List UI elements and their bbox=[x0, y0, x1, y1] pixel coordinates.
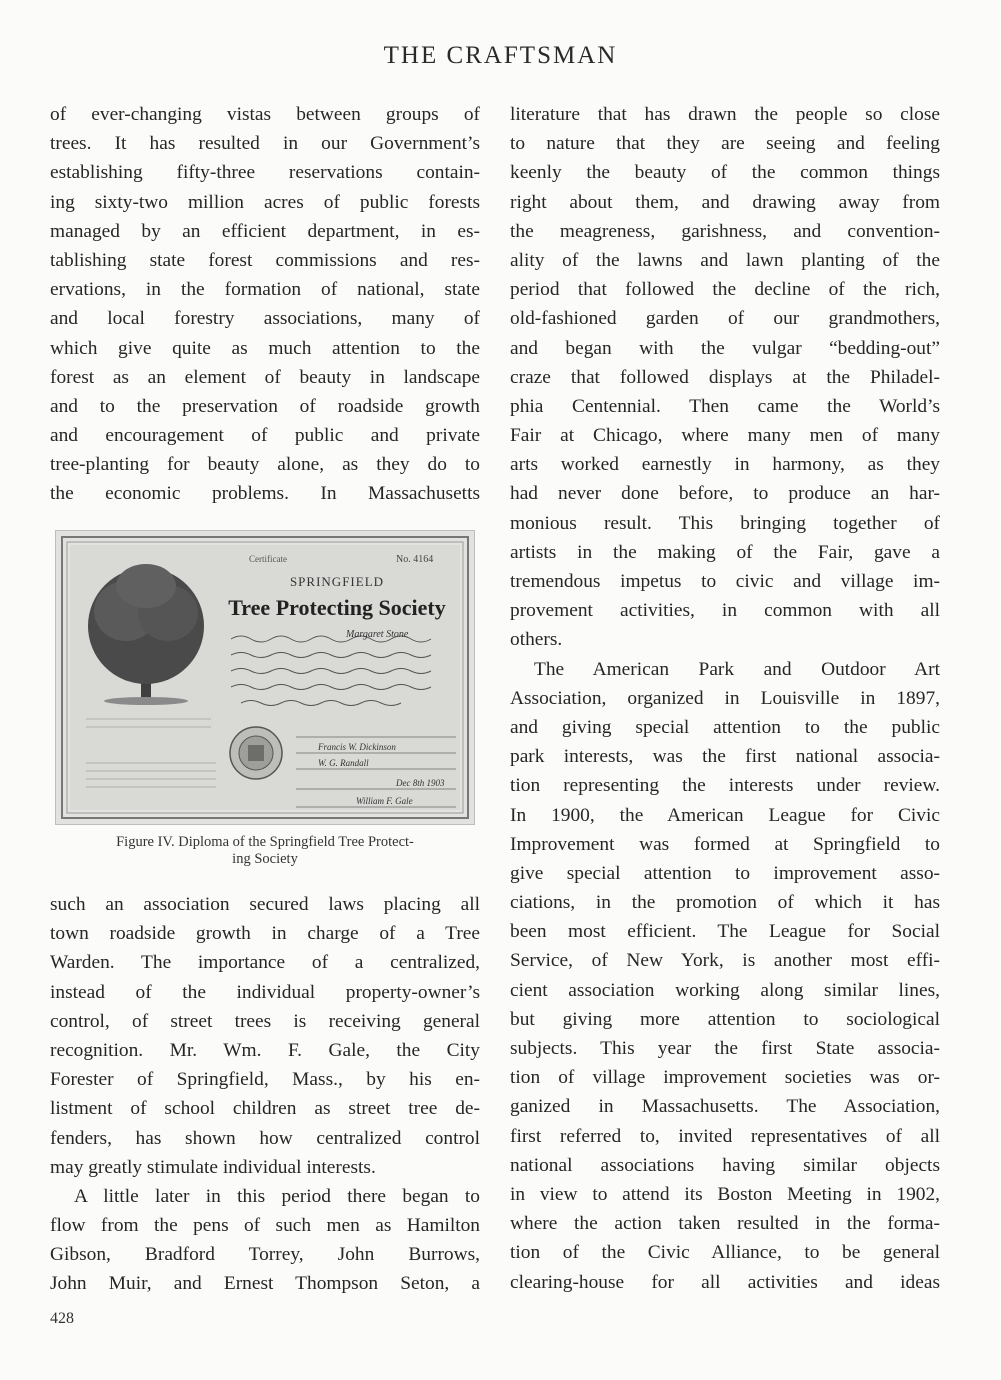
text-line: A little later in this period there began to bbox=[74, 1185, 480, 1207]
springfield-heading: SPRINGFIELD bbox=[289, 574, 385, 589]
right-column bbox=[510, 100, 940, 1297]
text-line: Fair at Chicago, where many men of many bbox=[510, 425, 940, 447]
text-line: national associations having similar objects bbox=[510, 1154, 940, 1176]
text-line: had never done before, to produce an har- bbox=[510, 483, 940, 505]
text-line: and began with the vulgar “bedding-out” bbox=[510, 337, 940, 359]
signature-name: Margaret Stone bbox=[346, 629, 409, 640]
figure-caption-line: Figure IV. Diploma of the Springfield Tree Protect- bbox=[116, 834, 414, 850]
text-line: but giving more attention to sociological bbox=[510, 1008, 940, 1030]
left-column-top bbox=[50, 100, 480, 509]
text-line: instead of the individual property-owner’s bbox=[50, 981, 480, 1003]
text-line: trees. It has resulted in our Government’s bbox=[50, 133, 480, 155]
text-line: Gibson, Bradford Torrey, John Burrows, bbox=[50, 1244, 480, 1266]
text-line: the meagreness, garishness, and convention- bbox=[510, 220, 940, 242]
text-line: others. bbox=[510, 629, 563, 651]
text-line: such an association secured laws placing all bbox=[50, 894, 480, 915]
text-line: old-fashioned garden of our grandmothers, bbox=[510, 308, 940, 330]
text-line: tremendous impetus to civic and village im- bbox=[510, 571, 940, 592]
diploma-illustration bbox=[56, 531, 474, 824]
text-line: where the action taken resulted in the forma- bbox=[510, 1213, 940, 1235]
text-line: town roadside growth in charge of a Tree bbox=[50, 923, 480, 945]
text-line: ing sixty-two million acres of public forests bbox=[50, 191, 480, 213]
text-line: flow from the pens of such men as Hamilton bbox=[50, 1215, 480, 1237]
text-line: subjects. This year the first State associa- bbox=[510, 1038, 940, 1059]
figure-caption-line: ing Society bbox=[232, 851, 298, 867]
signature-name: Francis W. Dickinson bbox=[318, 742, 396, 752]
certificate-date: Dec 8th 1903 bbox=[396, 778, 445, 788]
text-line: artists in the making of the Fair, gave a bbox=[510, 541, 940, 563]
text-line: ervations, in the formation of national, state bbox=[50, 279, 480, 301]
text-line: ciations, in the promotion of which it has bbox=[510, 892, 940, 914]
text-line: tion of village improvement societies was or- bbox=[510, 1067, 940, 1089]
text-line: tree-planting for beauty alone, as they do to bbox=[50, 454, 480, 476]
text-line: craze that followed displays at the Philadel- bbox=[510, 366, 940, 388]
text-line: Association, organized in Louisville in 1897, bbox=[510, 687, 940, 709]
text-line: managed by an efficient department, in es- bbox=[50, 220, 480, 242]
text-line: monious result. This bringing together of bbox=[510, 512, 940, 534]
text-line: may greatly stimulate individual interests. bbox=[50, 1156, 376, 1178]
text-line: listment of school children as street tree de- bbox=[50, 1098, 480, 1120]
text-line: Service, of New York, is another most effi- bbox=[510, 950, 940, 972]
text-line: control, of street trees is receiving general bbox=[50, 1010, 480, 1032]
text-line: park interests, was the first national associa- bbox=[510, 746, 940, 768]
text-line: first referred to, invited representatives of all bbox=[510, 1125, 940, 1147]
text-line: and giving special attention to the public bbox=[510, 716, 940, 738]
running-head-title: THE CRAFTSMAN bbox=[383, 42, 618, 69]
text-line: literature that has drawn the people so close bbox=[510, 104, 940, 125]
text-line: establishing fifty-three reservations contain- bbox=[50, 162, 480, 184]
society-seal bbox=[230, 727, 282, 779]
text-line: which give quite as much attention to the bbox=[50, 337, 480, 359]
text-line: in view to attend its Boston Meeting in 1902, bbox=[510, 1183, 940, 1205]
text-line: to nature that they are seeing and feeling bbox=[510, 133, 940, 155]
text-line: the economic problems. In Massachusetts bbox=[50, 483, 480, 505]
diploma-figure bbox=[55, 530, 475, 825]
text-line: and encouragement of public and private bbox=[50, 425, 480, 447]
text-line: arts worked earnestly in harmony, as they bbox=[510, 454, 940, 476]
signature-name: William F. Gale bbox=[356, 796, 413, 806]
text-line: of ever-changing vistas between groups of bbox=[50, 104, 480, 125]
text-line: tion of the Civic Alliance, to be general bbox=[510, 1242, 940, 1264]
signature-name: W. G. Randall bbox=[318, 758, 369, 768]
figure-caption bbox=[50, 834, 480, 868]
text-line: Forester of Springfield, Mass., by his en- bbox=[50, 1069, 480, 1091]
left-column-bottom bbox=[50, 890, 480, 1299]
text-line: right about them, and drawing away from bbox=[510, 191, 940, 213]
text-line: ganized in Massachusetts. The Association, bbox=[510, 1096, 940, 1118]
text-line: provement activities, in common with all bbox=[510, 600, 940, 622]
text-line: give special attention to improvement asso- bbox=[510, 862, 940, 884]
society-heading: Tree Protecting Society bbox=[228, 595, 446, 620]
text-line: fenders, has shown how centralized control bbox=[50, 1127, 480, 1149]
text-line: and local forestry associations, many of bbox=[50, 308, 480, 330]
text-line: been most efficient. The League for Social bbox=[510, 921, 940, 943]
page-number: 428 bbox=[50, 1310, 74, 1327]
text-line: tion representing the interests under review. bbox=[510, 775, 940, 797]
text-line: phia Centennial. Then came the World’s bbox=[510, 395, 940, 417]
text-line: period that followed the decline of the rich, bbox=[510, 279, 940, 301]
text-line: In 1900, the American League for Civic bbox=[510, 804, 940, 826]
text-line: Improvement was formed at Springfield to bbox=[510, 833, 940, 855]
text-line: The American Park and Outdoor Art bbox=[534, 658, 940, 680]
certificate-number: No. 4164 bbox=[396, 554, 434, 565]
text-line: clearing-house for all activities and ideas bbox=[510, 1271, 940, 1293]
text-line: John Muir, and Ernest Thompson Seton, a bbox=[50, 1273, 480, 1295]
text-line: keenly the beauty of the common things bbox=[510, 162, 940, 184]
text-line: Warden. The importance of a centralized, bbox=[50, 952, 480, 974]
text-line: recognition. Mr. Wm. F. Gale, the City bbox=[50, 1039, 480, 1061]
text-line: cient association working along similar lines, bbox=[510, 979, 940, 1001]
text-line: forest as an element of beauty in landscape bbox=[50, 366, 480, 388]
text-line: ality of the lawns and lawn planting of the bbox=[510, 249, 940, 271]
text-line: tablishing state forest commissions and res- bbox=[50, 249, 480, 271]
text-line: and to the preservation of roadside growth bbox=[50, 395, 480, 417]
certificate-label: Certificate bbox=[249, 554, 287, 564]
